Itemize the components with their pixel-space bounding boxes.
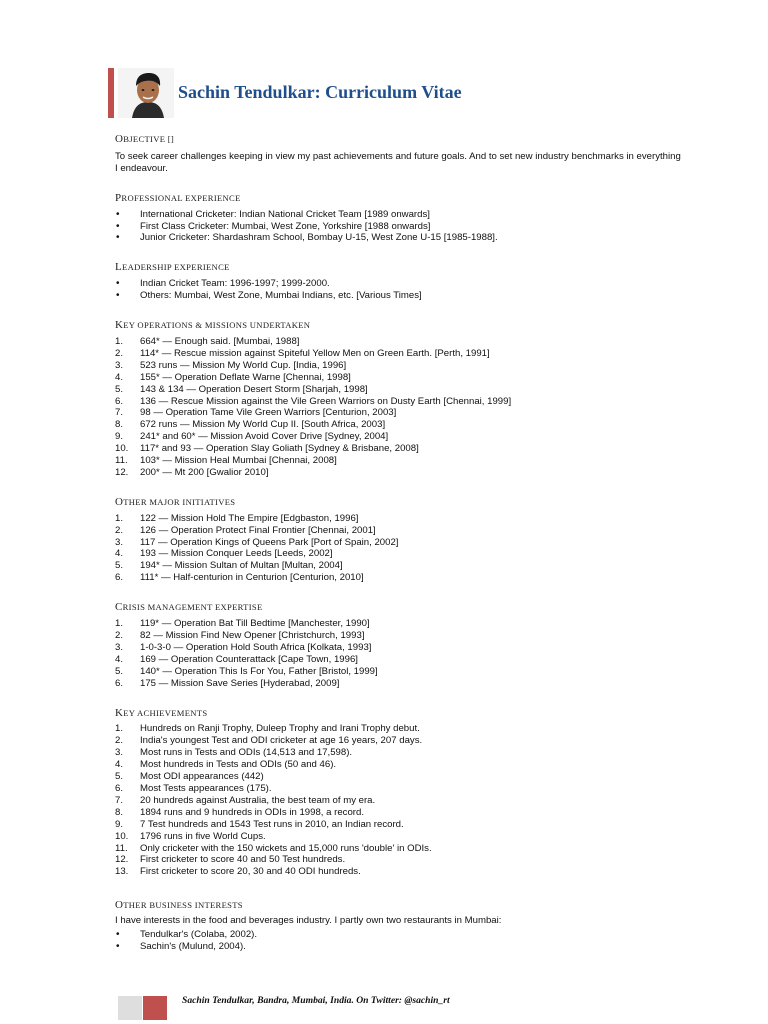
- list-item: 7. 98 — Operation Tame Vile Green Warriors [Centurion, 2003]: [115, 407, 397, 419]
- list-item: 13. First cricketer to score 20, 30 and 40 ODI hundreds.: [115, 866, 361, 878]
- list-item: 4. 193 — Mission Conquer Leeds [Leeds, 2002]: [115, 548, 333, 560]
- list-item: 5. 194* — Mission Sultan of Multan [Multan, 2004]: [115, 560, 343, 572]
- list-item: 1. 119* — Operation Bat Till Bedtime [Manchester, 1990]: [115, 618, 370, 630]
- list-item: 6. Most Tests appearances (175).: [115, 782, 272, 794]
- list-item: 10. 117* and 93 — Operation Slay Goliath [Sydney & Brisbane, 2008]: [115, 443, 419, 455]
- list-item: 8. 1894 runs and 9 hundreds in ODIs in 1998, a record.: [115, 806, 364, 818]
- list-item: 2. 114* — Rescue mission against Spiteful Yellow Men on Green Earth. [Perth, 1991]: [115, 347, 490, 359]
- header-accent-bar: [108, 68, 114, 118]
- list-item: 3. 117 — Operation Kings of Queens Park [Port of Spain, 2002]: [115, 536, 399, 548]
- list-item: 2. 126 — Operation Protect Final Frontier [Chennai, 2001]: [115, 524, 376, 536]
- list-item: 10. 1796 runs in five World Cups.: [115, 830, 266, 842]
- section-heading-business-interests: OTHER BUSINESS INTERESTS: [115, 899, 243, 912]
- list-item: 4. Most hundreds in Tests and ODIs (50 and 46).: [115, 759, 337, 771]
- list-item: • Others: Mumbai, West Zone, Mumbai Indians, etc. [Various Times]: [115, 290, 685, 302]
- list-item: 8. 672 runs — Mission My World Cup II. [South Africa, 2003]: [115, 419, 386, 431]
- list-item: 9. 241* and 60* — Mission Avoid Cover Drive [Sydney, 2004]: [115, 431, 389, 443]
- section-heading-key-operations: KEY OPERATIONS & MISSIONS UNDERTAKEN: [115, 319, 311, 332]
- list-item: 5. Most ODI appearances (442): [115, 771, 264, 783]
- other-initiatives-list: [115, 513, 685, 584]
- crisis-management-list: [115, 618, 685, 689]
- list-item: 6. 111* — Half-centurion in Centurion [Centurion, 2010]: [115, 572, 364, 584]
- list-item: 1. 664* — Enough said. [Mumbai, 1988]: [115, 335, 300, 347]
- key-operations-list: [115, 336, 685, 479]
- section-heading-key-achievements: KEY ACHIEVEMENTS: [115, 706, 208, 719]
- list-item: • First Class Cricketer: Mumbai, West Zone, Yorkshire [1988 onwards]: [115, 221, 685, 233]
- list-item: 11. Only cricketer with the 150 wickets and 15,000 runs 'double' in ODIs.: [115, 842, 432, 854]
- leadership-experience-list: [115, 278, 685, 302]
- footer-contact: Sachin Tendulkar, Bandra, Mumbai, India. On Twitter: @sachin_rt: [182, 995, 450, 1006]
- list-item: 9. 7 Test hundreds and 1543 Test runs in 2010, an Indian record.: [115, 818, 404, 830]
- business-interests-list: [115, 929, 685, 953]
- list-item: 2. India's youngest Test and ODI cricketer at age 16 years, 207 days.: [115, 735, 423, 747]
- list-item: • International Cricketer: Indian National Cricket Team [1989 onwards]: [115, 209, 685, 221]
- list-item: • Indian Cricket Team: 1996-1997; 1999-2000.: [115, 278, 685, 290]
- professional-experience-list: [115, 209, 685, 245]
- list-item: 11. 103* — Mission Heal Mumbai [Chennai, 2008]: [115, 455, 337, 467]
- footer-red-block: [143, 996, 167, 1020]
- list-item: • Sachin's (Mulund, 2004).: [115, 941, 685, 953]
- objective-text: To seek career challenges keeping in view my past achievements and future goals. And to set new industry benchmarks in everything I endeavour.: [115, 150, 681, 174]
- list-item: 2. 82 — Mission Find New Opener [Christchurch, 1993]: [115, 630, 365, 641]
- list-item: 7. 20 hundreds against Australia, the best team of my era.: [115, 794, 376, 806]
- section-heading-professional-experience: PROFESSIONAL EXPERIENCE: [115, 191, 241, 204]
- section-heading-leadership-experience: LEADERSHIP EXPERIENCE: [115, 261, 230, 274]
- list-item: 12. 200* — Mt 200 [Gwalior 2010]: [115, 466, 269, 478]
- list-item: 5. 140* — Operation This Is For You, Father [Bristol, 1999]: [115, 665, 378, 677]
- list-item: 1. Hundreds on Ranji Trophy, Duleep Trophy and Irani Trophy debut.: [115, 723, 420, 735]
- list-item: 3. 1-0-3-0 — Operation Hold South Africa [Kolkata, 1993]: [115, 641, 372, 653]
- list-item: 5. 143 & 134 — Operation Desert Storm [Sharjah, 1998]: [115, 383, 368, 395]
- list-item: • Tendulkar's (Colaba, 2002).: [115, 929, 685, 941]
- list-item: • Junior Cricketer: Shardashram School, Bombay U-15, West Zone U-15 [1985-1988].: [115, 232, 685, 244]
- cv-content: [115, 134, 685, 953]
- footer-grey-block: [118, 996, 142, 1020]
- list-item: 4. 169 — Operation Counterattack [Cape Town, 1996]: [115, 653, 358, 665]
- key-achievements-list: [115, 723, 685, 878]
- list-item: 6. 136 — Rescue Mission against the Vile Green Warriors on Dusty Earth [Chennai, 1999]: [115, 395, 512, 407]
- list-item: 1. 122 — Mission Hold The Empire [Edgbaston, 1996]: [115, 512, 359, 524]
- list-item: 4. 155* — Operation Deflate Warne [Chennai, 1998]: [115, 371, 351, 383]
- section-heading-other-initiatives: OTHER MAJOR INITIATIVES: [115, 495, 236, 508]
- section-heading-crisis-management: CRISIS MANAGEMENT EXPERTISE: [115, 601, 263, 614]
- business-interests-text: I have interests in the food and beverages industry. I partly own two restaurants in Mumbai:: [115, 915, 502, 927]
- portrait-icon: [118, 68, 174, 118]
- list-item: 12. First cricketer to score 40 and 50 Test hundreds.: [115, 854, 346, 866]
- avatar: [118, 68, 174, 118]
- section-heading-objective: OBJECTIVE []: [115, 133, 175, 145]
- list-item: 6. 175 — Mission Save Series [Hyderabad, 2009]: [115, 677, 340, 689]
- page-title: Sachin Tendulkar: Curriculum Vitae: [178, 82, 462, 102]
- list-item: 3. Most runs in Tests and ODIs (14,513 and 17,598).: [115, 747, 353, 759]
- list-item: 3. 523 runs — Mission My World Cup. [India, 1996]: [115, 359, 347, 371]
